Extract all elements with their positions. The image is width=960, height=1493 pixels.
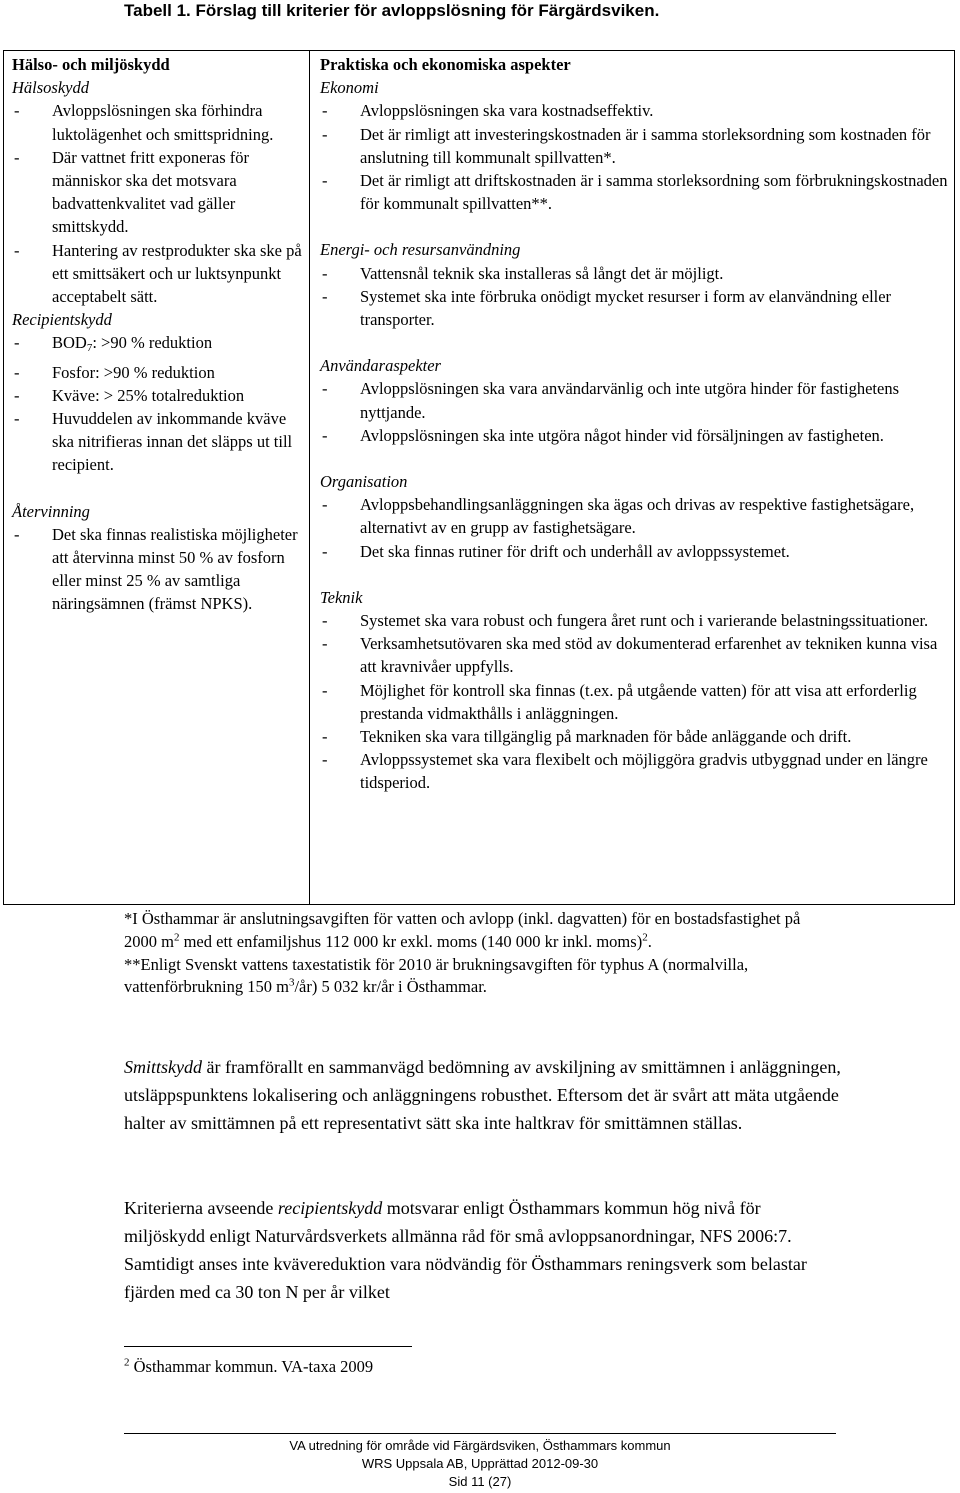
- list-item: - Fosfor: >90 % reduktion: [12, 361, 304, 384]
- footnote-separator: [124, 1346, 412, 1347]
- footnote-reference[interactable]: 2: [642, 931, 648, 944]
- section-title-energi: Energi- och resursanvändning: [320, 240, 521, 260]
- column-heading: Hälso- och miljöskydd: [12, 55, 170, 74]
- list-item: - Det ska finnas rutiner för drift och underhåll av avloppssystemet.: [320, 540, 952, 563]
- footer-title: VA utredning för område vid Färgärdsviken, Östhammars kommun: [289, 1438, 671, 1453]
- list-item: - Kväve: > 25% totalreduktion: [12, 384, 304, 407]
- page-number: Sid 11 (27): [448, 1474, 512, 1489]
- page-footer: [124, 1437, 836, 1491]
- section-title-anvandaraspekter: Användaraspekter: [320, 356, 441, 376]
- paragraph-recipientskydd: Kriterierna avseende recipientskydd motsvarar enligt Östhammars kommun hög nivå för miljöskydd enligt Naturvårdsverkets allmänna råd för små avloppsanordningar, NFS 2006:7. Samtidigt anses inte kvävereduktion vara nödvändig för Östhammars reningsverk som belastar fjärden med ca 30 ton N per år vilket: [124, 1198, 807, 1302]
- term-smittskydd: Smittskydd: [124, 1057, 202, 1077]
- ekonomi-list: [320, 99, 952, 215]
- table-caption: Tabell 1. Förslag till kriterier för avloppslösning för Färgärdsviken.: [124, 1, 660, 20]
- footer-author-date: WRS Uppsala AB, Upprättad 2012-09-30: [361, 1456, 599, 1471]
- energi-list: [320, 262, 952, 332]
- list-item: - Avloppslösningen ska inte utgöra något hinder vid försäljningen av fastigheten.: [320, 424, 952, 447]
- halsoskydd-list: [12, 99, 304, 308]
- organisation-list: [320, 493, 952, 563]
- paragraph-smittskydd: Smittskydd är framförallt en sammanvägd bedömning av avskiljning av smittämnen i anläggningen, utsläppspunktens lokalisering och anläggningens robusthet. Eftersom det är svårt att mäta utgående halter av smittämnen på ett representativt sätt ska inte haltkrav för smittämnen ställas.: [124, 1057, 841, 1133]
- health-environment-column: [12, 53, 304, 616]
- recipientskydd-list: [12, 331, 304, 476]
- list-item: - Avloppslösningen ska förhindra luktolägenhet och smittspridning.: [12, 99, 304, 145]
- section-title-halsoskydd: Hälsoskydd: [12, 78, 89, 98]
- term-recipientskydd: recipientskydd: [277, 1198, 383, 1218]
- section-title-teknik: Teknik: [320, 587, 363, 607]
- list-item: - Avloppssystemet ska vara flexibelt och möjliggöra gradvis utbyggnad under en längre tidsperiod.: [320, 748, 952, 794]
- list-item: - Systemet ska vara robust och fungera året runt och i varierande belastningssituationer.: [320, 609, 952, 632]
- list-item: - Det ska finnas realistiska möjligheter att återvinna minst 50 % av fosforn eller minst 25 % av samtliga näringsämnen (främst NPKS).: [12, 523, 304, 616]
- list-item: - Systemet ska inte förbruka onödigt mycket resurser i form av elanvändning eller transporter.: [320, 285, 952, 331]
- list-item: - Vattensnål teknik ska installeras så långt det är möjligt.: [320, 262, 952, 285]
- list-item: - Verksamhetsutövaren ska med stöd av dokumenterad erfarenhet av tekniken kunna visa att kravnivåer uppfylls.: [320, 632, 952, 678]
- list-item: - Där vattnet fritt exponeras för människor ska det motsvara badvattenkvalitet vad gäller smittskydd.: [12, 146, 304, 239]
- list-item: - Möjlighet för kontroll ska finnas (t.ex. på utgående vatten) för att visa att erforderlig prestanda vidmakthålls i anläggningen.: [320, 679, 952, 725]
- list-item: - Det är rimligt att investeringskostnaden är i samma storleksordning som kostnaden för anslutning till kommunalt spillvatten*.: [320, 123, 952, 169]
- anvandaraspekter-list: [320, 377, 952, 447]
- practical-economic-column: [320, 53, 952, 795]
- bod-value: : >90 % reduktion: [92, 333, 213, 353]
- teknik-list: [320, 609, 952, 795]
- list-item: - Tekniken ska vara tillgänglig på marknaden för både anläggande och drift.: [320, 725, 952, 748]
- footnote: $^2$ Östhammar kommun. VA-taxa 2009: [124, 1356, 374, 1376]
- list-item: - Avloppslösningen ska vara användarvänlig och inte utgöra hinder för fastighetens nyttjande.: [320, 377, 952, 423]
- section-title-recipientskydd: Recipientskydd: [12, 310, 112, 330]
- column-divider: [309, 51, 310, 904]
- section-title-organisation: Organisation: [320, 472, 408, 492]
- column-heading: Praktiska och ekonomiska aspekter: [320, 55, 571, 74]
- section-title-ekonomi: Ekonomi: [320, 78, 379, 98]
- list-item: - Hantering av restprodukter ska ske på ett smittsäkert och ur luktsynpunkt acceptabelt sätt.: [12, 239, 304, 309]
- list-item: - Det är rimligt att driftskostnaden är i samma storleksordning som förbrukningskostnaden för kommunalt spillvatten**.: [320, 169, 952, 215]
- footer-separator: [124, 1433, 836, 1434]
- table-note-usage-fee: **Enligt Svenskt vattens taxestatistik för 2010 är brukningsavgiften för typhus A (normalvilla, vattenförbrukning 150 $m^3/år$) 5 032 kr/år i Östhammar.: [124, 954, 749, 997]
- list-item-bod: [12, 331, 304, 360]
- section-title-atervinning: Återvinning: [12, 501, 90, 521]
- criteria-table: [3, 50, 955, 905]
- table-notes: [124, 908, 824, 999]
- bod-subscript: 7: [86, 342, 93, 355]
- list-item: - Huvuddelen av inkommande kväve ska nitrifieras innan det släpps ut till recipient.: [12, 407, 304, 477]
- list-item: - Avloppslösningen ska vara kostnadseffektiv.: [320, 99, 952, 122]
- list-item: - Avloppsbehandlingsanläggningen ska ägas och drivas av respektive fastighetsägare, alternativt av en grupp av fastighetsägare.: [320, 493, 952, 539]
- bod-label: BOD: [52, 333, 87, 353]
- table-note-connection-fee: *I Östhammar är anslutningsavgiften för vatten och avlopp (inkl. dagvatten) för en bostadsfastighet på 2000 $m^2$ med ett enfamiljshus 112 000 kr exkl. moms (140 000 kr inkl. moms)$^2$.: [124, 909, 801, 951]
- atervinning-list: [12, 523, 304, 616]
- footnote-number: 2: [124, 1356, 130, 1369]
